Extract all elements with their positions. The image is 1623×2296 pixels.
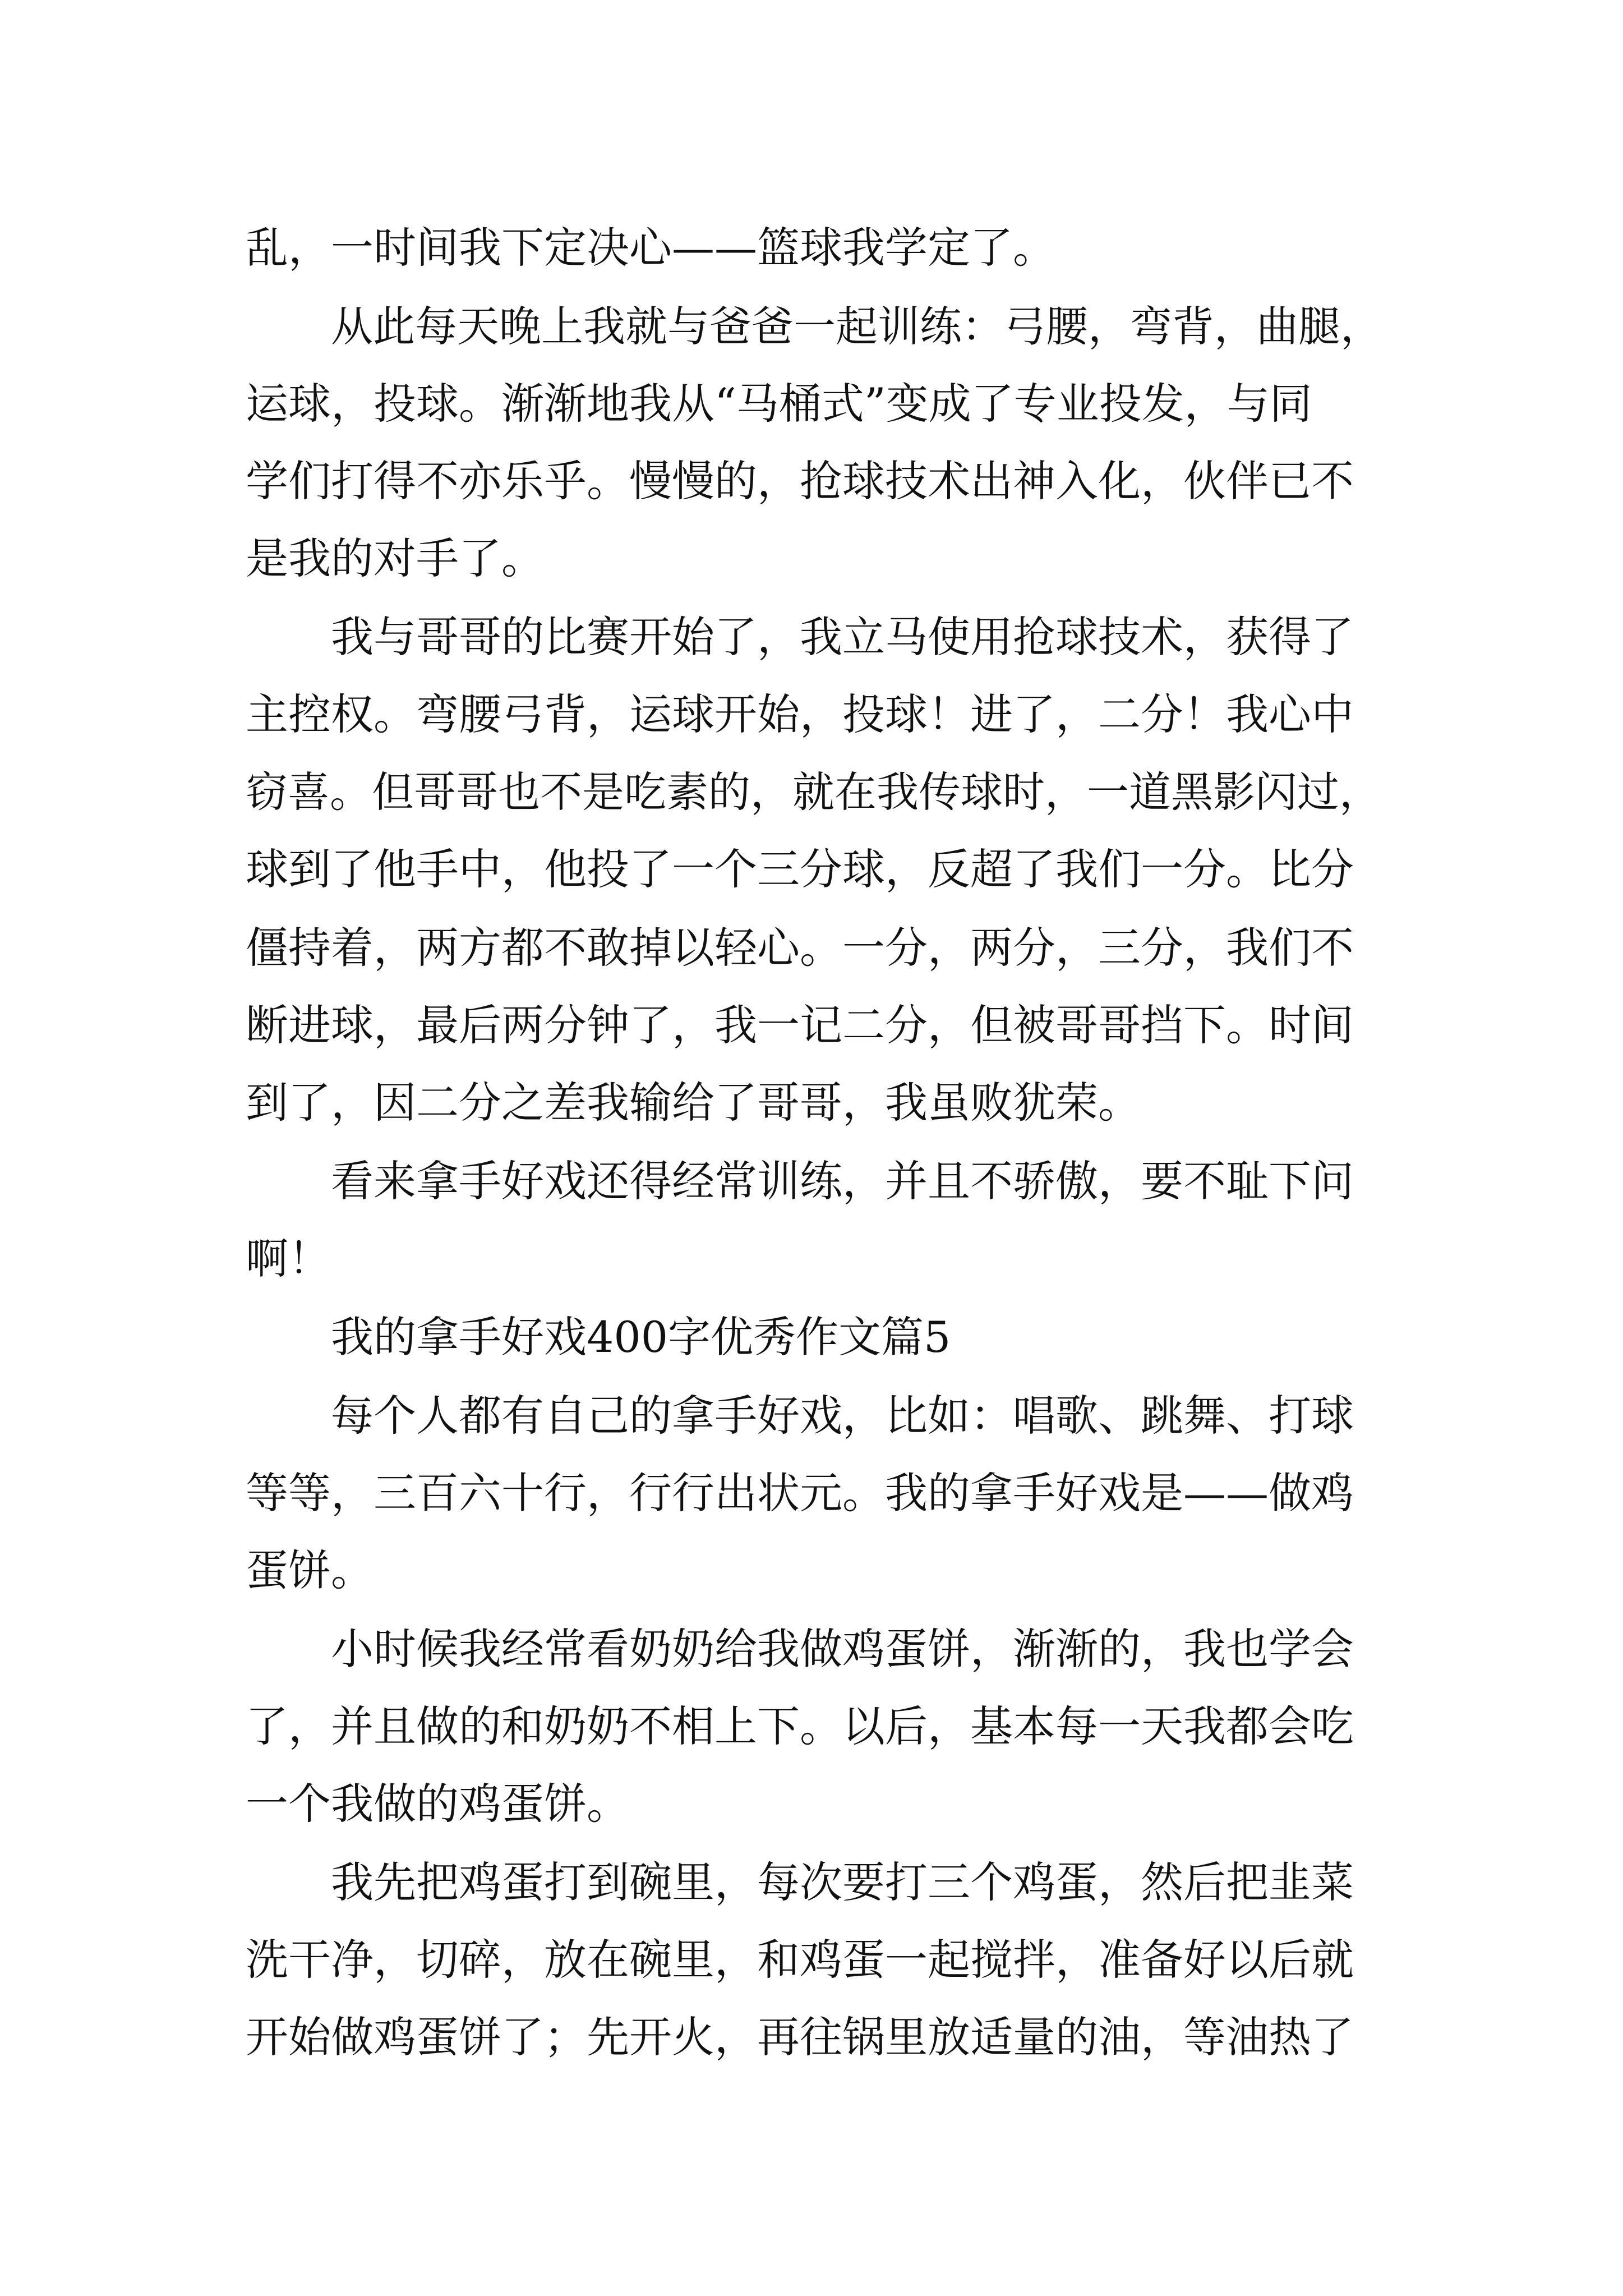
text-line: 是我的对手了。 — [246, 533, 544, 583]
paragraph-first-line: 从此每天晚上我就与爸爸一起训练：弓腰，弯背，曲腿， — [331, 302, 1383, 351]
text-line: 球到了他手中，他投了一个三分球，反超了我们一分。比分 — [246, 844, 1354, 894]
text-line: 蛋饼。 — [246, 1545, 374, 1595]
text-line: 窃喜。但哥哥也不是吃素的，就在我传球时，一道黑影闪过， — [246, 767, 1382, 817]
text-line: 一个我做的鸡蛋饼。 — [246, 1779, 629, 1829]
text-line: 到了，因二分之差我输给了哥哥，我虽败犹荣。 — [246, 1078, 1141, 1128]
section-heading: 我的拿手好戏400字优秀作文篇5 — [331, 1312, 951, 1362]
text-line: 等等，三百六十行，行行出状元。我的拿手好戏是——做鸡 — [246, 1468, 1354, 1518]
text-line: 了，并且做的和奶奶不相上下。以后，基本每一天我都会吃 — [246, 1701, 1354, 1751]
paragraph-first-line: 每个人都有自己的拿手好戏，比如：唱歌、跳舞、打球 — [331, 1391, 1354, 1441]
text-line: 开始做鸡蛋饼了；先开火，再往锅里放适量的油，等油热了 — [246, 2012, 1354, 2062]
paragraph-first-line: 看来拿手好戏还得经常训练，并且不骄傲，要不耻下问 — [331, 1156, 1354, 1206]
text-line: 学们打得不亦乐乎。慢慢的，抢球技术出神入化，伙伴已不 — [246, 456, 1354, 506]
text-line: 僵持着，两方都不敢掉以轻心。一分，两分，三分，我们不 — [246, 923, 1354, 973]
text-line: 乱，一时间我下定决心——篮球我学定了。 — [246, 223, 1055, 273]
text-line: 洗干净，切碎，放在碗里，和鸡蛋一起搅拌，准备好以后就 — [246, 1935, 1354, 1985]
text-line: 啊！ — [246, 1234, 331, 1283]
text-line: 运球，投球。渐渐地我从“马桶式”变成了专业投发，与同 — [246, 379, 1312, 429]
paragraph-first-line: 小时候我经常看奶奶给我做鸡蛋饼，渐渐的，我也学会 — [331, 1624, 1354, 1674]
text-line: 断进球，最后两分钟了，我一记二分，但被哥哥挡下。时间 — [246, 1000, 1354, 1050]
paragraph-first-line: 我与哥哥的比赛开始了，我立马使用抢球技术，获得了 — [331, 612, 1354, 662]
paragraph-first-line: 我先把鸡蛋打到碗里，每次要打三个鸡蛋，然后把韭菜 — [331, 1857, 1354, 1907]
text-line: 主控权。弯腰弓背，运球开始，投球！进了，二分！我心中 — [246, 689, 1354, 739]
